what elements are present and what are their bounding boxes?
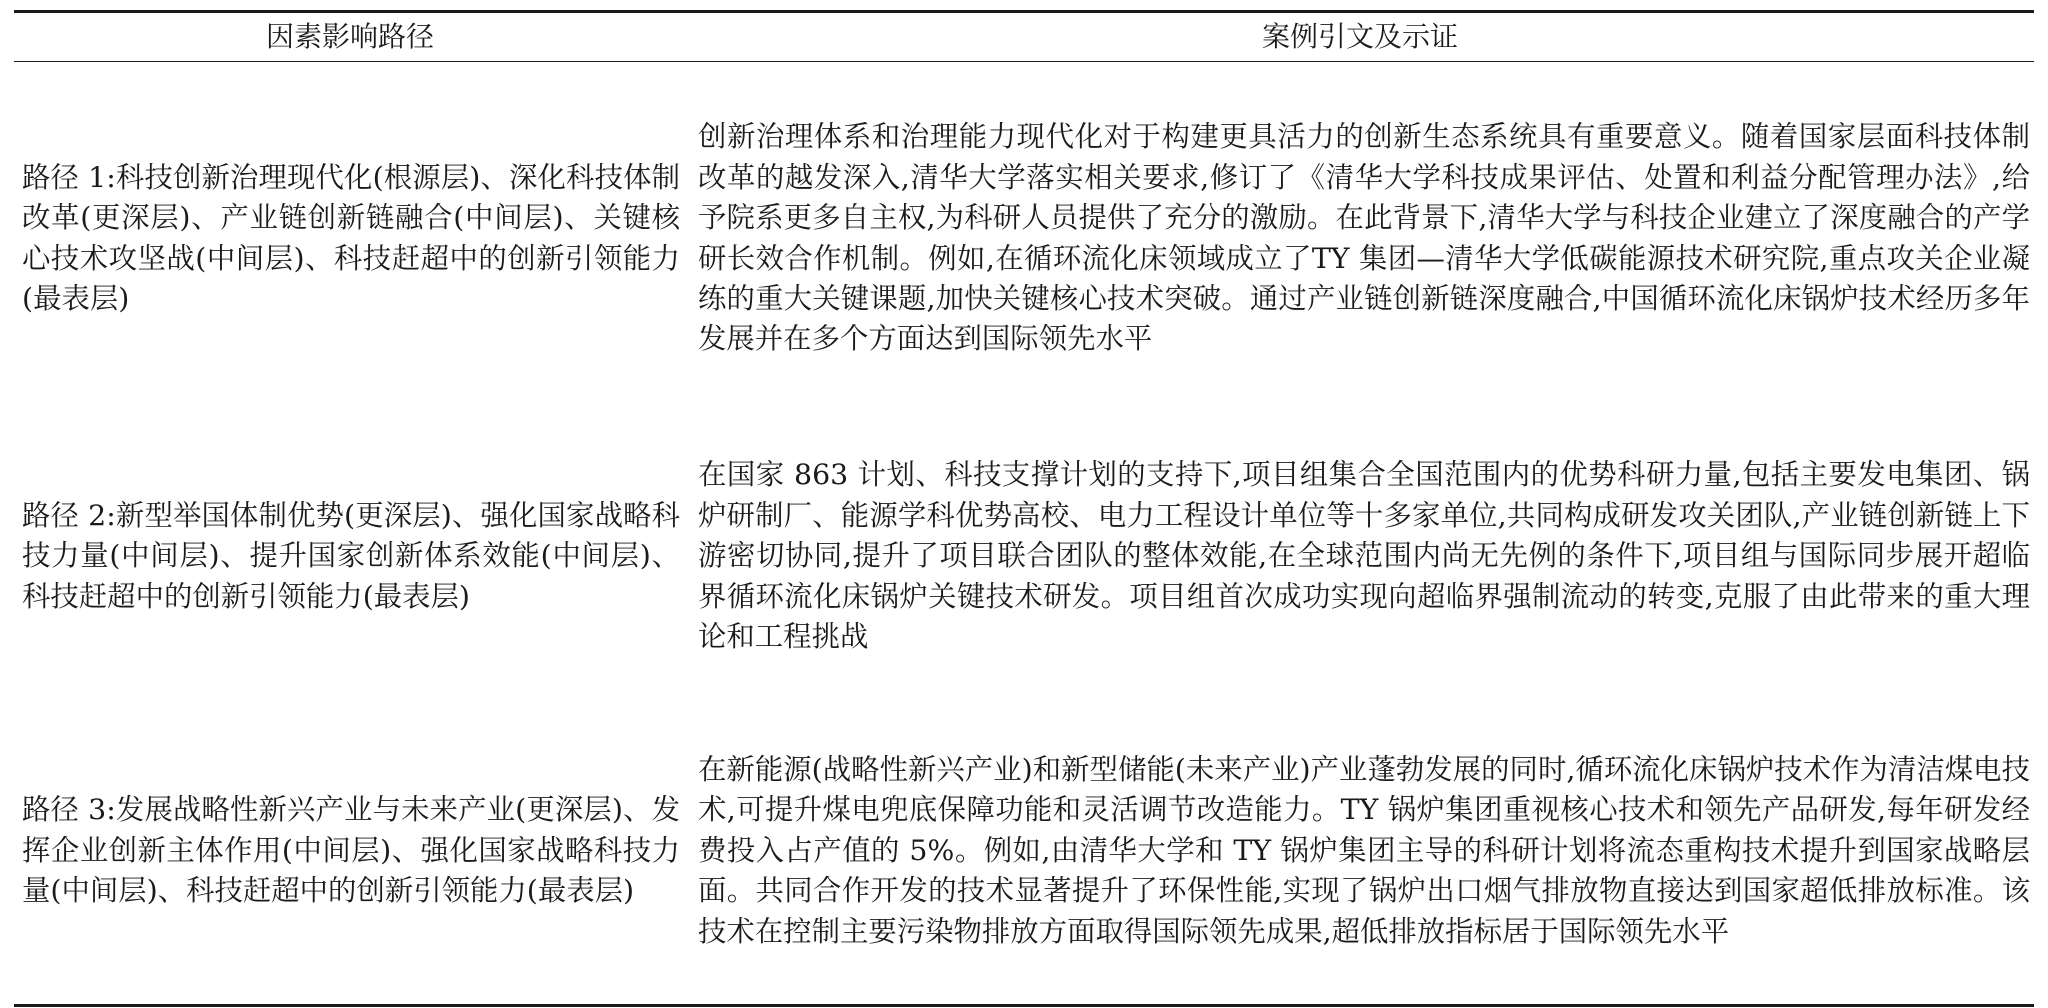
case-evidence-table	[14, 10, 2034, 1007]
header-row	[14, 12, 2034, 62]
table-container	[14, 10, 2034, 1007]
table-row	[14, 62, 2034, 416]
path-cell: 路径 1:科技创新治理现代化(根源层)、深化科技体制改革(更深层)、产业链创新链融合(中间层)、关键核心技术攻坚战(中间层)、科技赶超中的创新引领能力(最表层)	[22, 160, 680, 315]
evidence-cell: 在国家 863 计划、科技支撑计划的支持下,项目组集合全国范围内的优势科研力量,包括主要发电集团、锅炉研制厂、能源学科优势高校、电力工程设计单位等十多家单位,共同构成研发攻关团队,产业链创新链上下游密切协同,提升了项目联合团队的整体效能,在全球范围内尚无先例的条件下,项目组与国际同步展开超临界循环流化床锅炉关键技术研发。项目组首次成功实现向超临界强制流动的转变,克服了由此带来的重大理论和工程挑战	[698, 458, 2030, 654]
path-cell: 路径 2:新型举国体制优势(更深层)、强化国家战略科技力量(中间层)、提升国家创新体系效能(中间层)、科技赶超中的创新引领能力(最表层)	[22, 498, 680, 613]
table-body	[14, 62, 2034, 1006]
table-header	[14, 12, 2034, 62]
table-row	[14, 415, 2034, 698]
header-path: 因素影响路径	[265, 20, 434, 53]
path-cell: 路径 3:发展战略性新兴产业与未来产业(更深层)、发挥企业创新主体作用(中间层)、强化国家战略科技力量(中间层)、科技赶超中的创新引领能力(最表层)	[22, 793, 680, 908]
evidence-cell: 在新能源(战略性新兴产业)和新型储能(未来产业)产业蓬勃发展的同时,循环流化床锅炉技术作为清洁煤电技术,可提升煤电兜底保障功能和灵活调节改造能力。TY 锅炉集团重视核心技术和领先产品研发,每年研发经费投入占产值的 5%。例如,由清华大学和 TY 锅炉集团主导的科研计划将流态重构技术提升到国家战略层面。共同合作开发的技术显著提升了环保性能,实现了锅炉出口烟气排放物直接达到国家超低排放标准。该技术在控制主要污染物排放方面取得国际领先成果,超低排放指标居于国际领先水平	[698, 752, 2030, 948]
evidence-cell: 创新治理体系和治理能力现代化对于构建更具活力的创新生态系统具有重要意义。随着国家层面科技体制改革的越发深入,清华大学落实相关要求,修订了《清华大学科技成果评估、处置和利益分配管理办法》,给予院系更多自主权,为科研人员提供了充分的激励。在此背景下,清华大学与科技企业建立了深度融合的产学研长效合作机制。例如,在循环流化床领域成立了TY 集团—清华大学低碳能源技术研究院,重点攻关企业凝练的重大关键课题,加快关键核心技术突破。通过产业链创新链深度融合,中国循环流化床锅炉技术经历多年发展并在多个方面达到国际领先水平	[698, 120, 2030, 356]
header-evidence: 案例引文及示证	[1261, 20, 1458, 53]
table-row	[14, 698, 2034, 1006]
